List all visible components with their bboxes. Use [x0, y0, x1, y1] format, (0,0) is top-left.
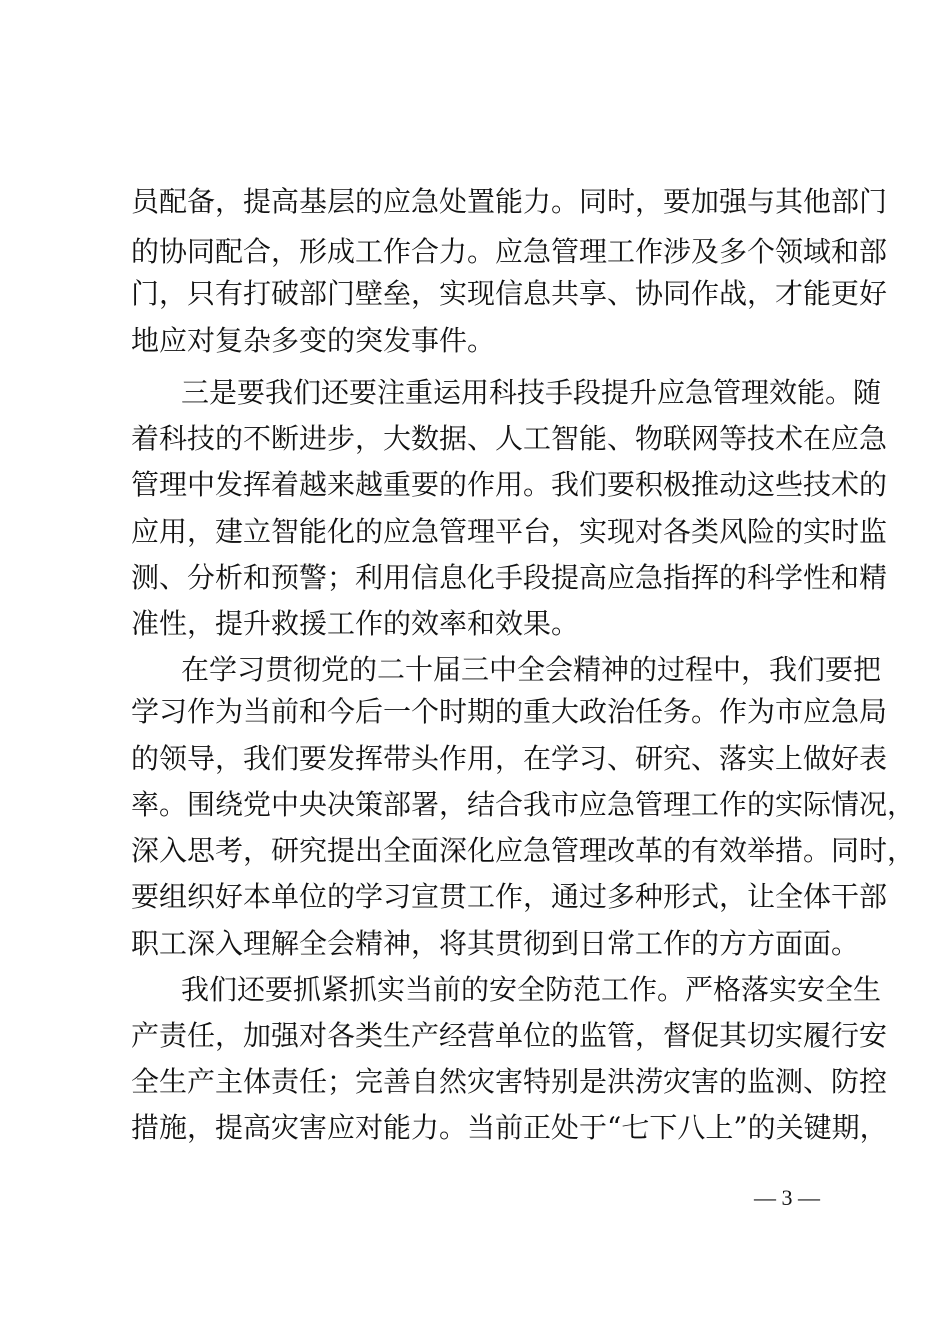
text-line: 产责任，加强对各类生产经营单位的监管，督促其切实履行安	[131, 1019, 888, 1052]
text-line: 着科技的不断进步，大数据、人工智能、物联网等技术在应急	[131, 422, 888, 455]
text-line: 措施，提高灾害应对能力。当前正处于“七下八上”的关键期，	[131, 1111, 888, 1144]
text-line: 率。围绕党中央决策部署，结合我市应急管理工作的实际情况，	[131, 788, 916, 821]
text-line: 地应对复杂多变的突发事件。	[131, 324, 496, 357]
text-line: 深入思考，研究提出全面深化应急管理改革的有效举措。同时，	[131, 834, 916, 867]
page-number: — 3 —	[754, 1185, 820, 1210]
text-line: 测、分析和预警；利用信息化手段提高应急指挥的科学性和精	[131, 561, 888, 594]
text-line: 三是要我们还要注重运用科技手段提升应急管理效能。随	[181, 376, 882, 409]
text-line: 准性，提升救援工作的效率和效果。	[131, 607, 580, 640]
text-line: 要组织好本单位的学习宣贯工作，通过多种形式，让全体干部	[131, 880, 888, 913]
text-line: 学习作为当前和今后一个时期的重大政治任务。作为市应急局	[131, 695, 888, 728]
text-line: 的领导，我们要发挥带头作用，在学习、研究、落实上做好表	[131, 742, 888, 775]
text-line: 员配备，提高基层的应急处置能力。同时，要加强与其他部门	[131, 185, 888, 218]
text-line: 我们还要抓紧抓实当前的安全防范工作。严格落实安全生	[181, 973, 882, 1006]
text-line: 管理中发挥着越来越重要的作用。我们要积极推动这些技术的	[131, 468, 888, 501]
text-line: 全生产主体责任；完善自然灾害特别是洪涝灾害的监测、防控	[131, 1065, 888, 1098]
text-line: 职工深入理解全会精神，将其贯彻到日常工作的方方面面。	[131, 927, 860, 960]
text-line: 应用，建立智能化的应急管理平台，实现对各类风险的实时监	[131, 515, 888, 548]
text-line: 的协同配合，形成工作合力。应急管理工作涉及多个领域和部	[131, 235, 888, 268]
text-line: 在学习贯彻党的二十届三中全会精神的过程中，我们要把	[181, 653, 882, 686]
text-line: 门，只有打破部门壁垒，实现信息共享、协同作战，才能更好	[131, 277, 888, 310]
